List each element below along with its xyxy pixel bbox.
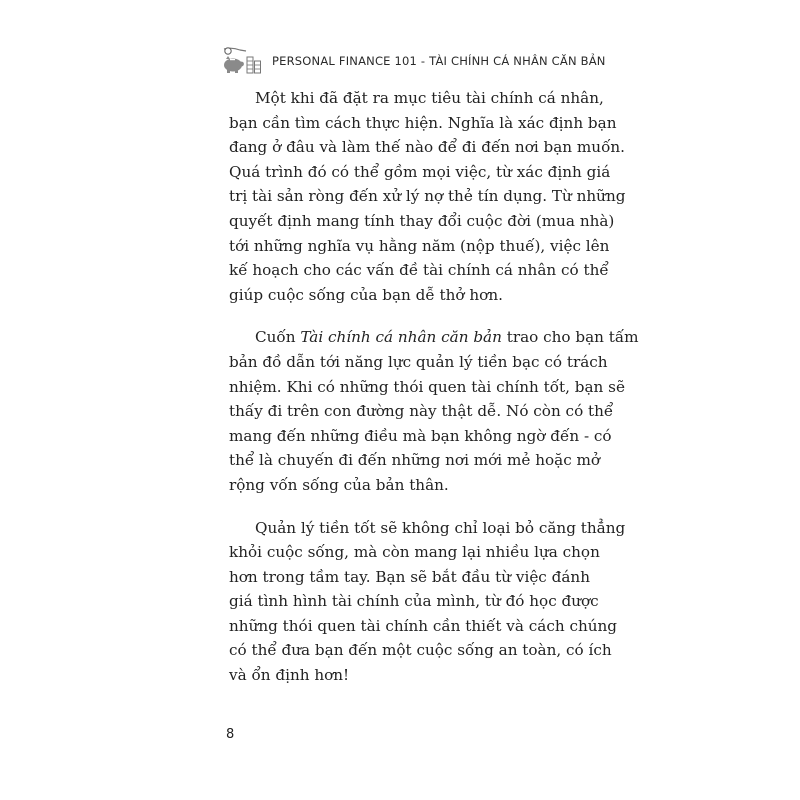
running-header-title: PERSONAL FINANCE 101 - TÀI CHÍNH CÁ NHÂN CĂN BẢN: [272, 54, 606, 68]
text-line: nhiệm. Khi có những thói quen tài chính tốt, bạn sẽ: [229, 377, 625, 396]
text-line: có thể đưa bạn đến một cuộc sống an toàn, có ích: [229, 641, 612, 660]
text-line: kế hoạch cho các vấn đề tài chính cá nhân có thể: [229, 261, 609, 280]
body-text: [229, 86, 639, 706]
text-line: Một khi đã đặt ra mục tiêu tài chính cá nhân,: [255, 89, 604, 107]
paragraph-3: [229, 516, 626, 688]
text-line: Quản lý tiền tốt sẽ không chỉ loại bỏ căng thẳng: [255, 518, 626, 537]
text-line: bản đồ dẫn tới năng lực quản lý tiền bạc có trách: [229, 352, 608, 371]
text-line: hơn trong tầm tay. Bạn sẽ bắt đầu từ việc đánh: [229, 567, 590, 586]
text-line: bạn cần tìm cách thực hiện. Nghĩa là xác định bạn: [229, 113, 617, 132]
text-line: rộng vốn sống của bản thân.: [229, 475, 449, 494]
text-line: thể là chuyến đi đến những nơi mới mẻ hoặc mở: [229, 451, 601, 470]
text-line: mang đến những điều mà bạn không ngờ đến - có: [229, 426, 612, 445]
book-title-italic: Tài chính cá nhân căn bản: [300, 328, 502, 347]
text-line: quyết định mang tính thay đổi cuộc đời (mua nhà): [229, 211, 615, 230]
text-line: trị tài sản ròng đến xử lý nợ thẻ tín dụng. Từ những: [229, 187, 626, 206]
text-line: tới những nghĩa vụ hằng năm (nộp thuế), việc lên: [229, 236, 610, 255]
text-line: đang ở đâu và làm thế nào để đi đến nơi bạn muốn.: [229, 138, 625, 157]
text-line-with-book-title: [229, 325, 639, 350]
text-line: những thói quen tài chính cần thiết và cách chúng: [229, 616, 618, 635]
piggy-bank-coins-icon: [218, 45, 264, 77]
text-line: Quá trình đó có thể gồm mọi việc, từ xác định giá: [229, 162, 611, 181]
paragraph-2: [229, 325, 639, 497]
text-line: khỏi cuộc sống, mà còn mang lại nhiều lựa chọn: [229, 543, 600, 562]
text-line: giúp cuộc sống của bạn dễ thở hơn.: [229, 285, 503, 304]
paragraph-1: [229, 86, 626, 307]
page-number: 8: [226, 727, 235, 742]
text-line: và ổn định hơn!: [229, 666, 350, 685]
running-header: [218, 43, 606, 79]
text-line: giá tình hình tài chính của mình, từ đó học được: [229, 592, 599, 611]
text-fragment: Cuốn: [255, 328, 301, 347]
text-fragment: trao cho bạn tấm: [501, 328, 639, 347]
text-line: thấy đi trên con đường này thật dễ. Nó còn có thể: [229, 402, 614, 421]
